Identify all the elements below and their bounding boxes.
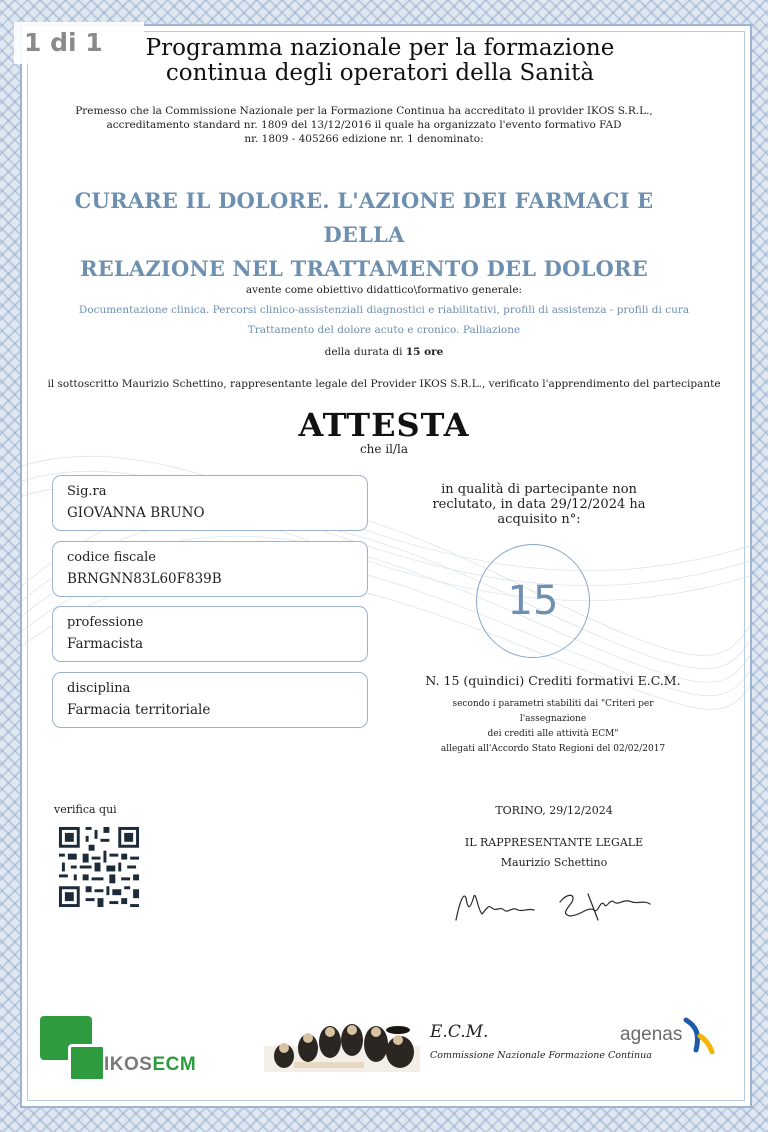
field-label: codice fiscale	[67, 550, 156, 565]
credits-text: N. 15 (quindici) Crediti formativi E.C.M.	[425, 673, 681, 688]
profession: Farmacista	[67, 636, 144, 652]
program-title-line: Programma nazionale per la formazione	[145, 35, 615, 61]
attesta-heading: ATTESTA	[298, 406, 470, 444]
agenas-logo-text: agenas	[620, 1024, 683, 1045]
agenas-logo	[618, 1016, 728, 1058]
ecm-logo-title: E.C.M.	[430, 1022, 489, 1042]
program-title	[120, 36, 640, 86]
field-profession	[52, 606, 368, 662]
signature	[448, 880, 658, 930]
fiscal-code: BRNGNN83L60F839B	[67, 571, 222, 587]
signatory-line: il sottoscritto Maurizio Schettino, rappresentante legale del Provider IKOS S.R.L., verificato l'apprendimento del partecipante	[47, 378, 721, 390]
premise-line: Premesso che la Commissione Nazionale per la Formazione Continua ha accreditato il provider IKOS S.R.L.,	[75, 105, 653, 117]
objective-line: Documentazione clinica. Percorsi clinico-assistenziali diagnostici e riabilitativi, profili di assistenza - profili di cura	[78, 304, 690, 316]
ikos-logo-suffix: ECM	[152, 1054, 197, 1075]
field-discipline	[52, 672, 368, 728]
field-label: professione	[67, 615, 144, 630]
anatomy-lesson-illustration	[264, 1016, 420, 1072]
representative-title: IL RAPPRESENTANTE LEGALE	[464, 836, 644, 849]
premise-line: accreditamento standard nr. 1809 del 13/12/2016 il quale ha organizzato l'evento formativo FAD	[106, 119, 622, 131]
quality-line: reclutato, in data 29/12/2024 ha	[432, 497, 646, 512]
objective-line: Trattamento del dolore acuto e cronico. Palliazione	[247, 324, 521, 336]
verify-label: verifica qui	[54, 803, 117, 816]
quality-line: in qualità di partecipante non	[441, 482, 637, 497]
participant-name: GIOVANNA BRUNO	[67, 505, 205, 521]
duration	[40, 346, 728, 358]
ikos-ecm-logo	[40, 1016, 210, 1078]
criteria-line: secondo i parametri stabiliti dai "Criteri per	[452, 699, 654, 709]
place-date: TORINO, 29/12/2024	[495, 804, 613, 817]
course-title	[34, 184, 694, 286]
premise-text	[60, 104, 668, 146]
page-indicator: 1 di 1	[14, 22, 144, 64]
criteria-line: l'assegnazione	[519, 714, 587, 724]
field-label: disciplina	[67, 681, 131, 696]
course-title-line: CURARE IL DOLORE. L'AZIONE DEI FARMACI E DELLA	[74, 188, 654, 247]
discipline: Farmacia territoriale	[67, 702, 211, 718]
ikos-logo-prefix: IKOS	[104, 1054, 153, 1075]
objective-intro: avente come obiettivo didattico\formativo generale:	[245, 284, 523, 296]
ecm-logo-subtitle: Commissione Nazionale Formazione Continua	[430, 1050, 652, 1061]
course-title-line: RELAZIONE NEL TRATTAMENTO DEL DOLORE	[80, 256, 648, 281]
attesta-subheading: che il/la	[359, 442, 409, 456]
duration-value: 15 ore	[405, 346, 444, 358]
representative-name: Maurizio Schettino	[500, 856, 608, 869]
duration-prefix: della durata di	[324, 346, 406, 358]
program-title-line: continua degli operatori della Sanità	[165, 60, 595, 86]
qr-code[interactable]	[56, 824, 142, 910]
criteria-line: dei crediti alle attività ECM"	[487, 729, 619, 739]
premise-line: nr. 1809 - 405266 edizione nr. 1 denominato:	[244, 133, 484, 145]
quality-line: acquisito n°:	[497, 512, 581, 527]
field-salutation-name	[52, 475, 368, 531]
field-label: Sig.ra	[67, 484, 107, 499]
credits-circle: 15	[476, 544, 590, 658]
quality-text	[424, 482, 654, 527]
agenas-mark-icon	[680, 1016, 718, 1054]
criteria-line: allegati all'Accordo Stato Regioni del 02/02/2017	[440, 744, 666, 754]
field-fiscal-code	[52, 541, 368, 597]
criteria-text	[404, 697, 702, 757]
